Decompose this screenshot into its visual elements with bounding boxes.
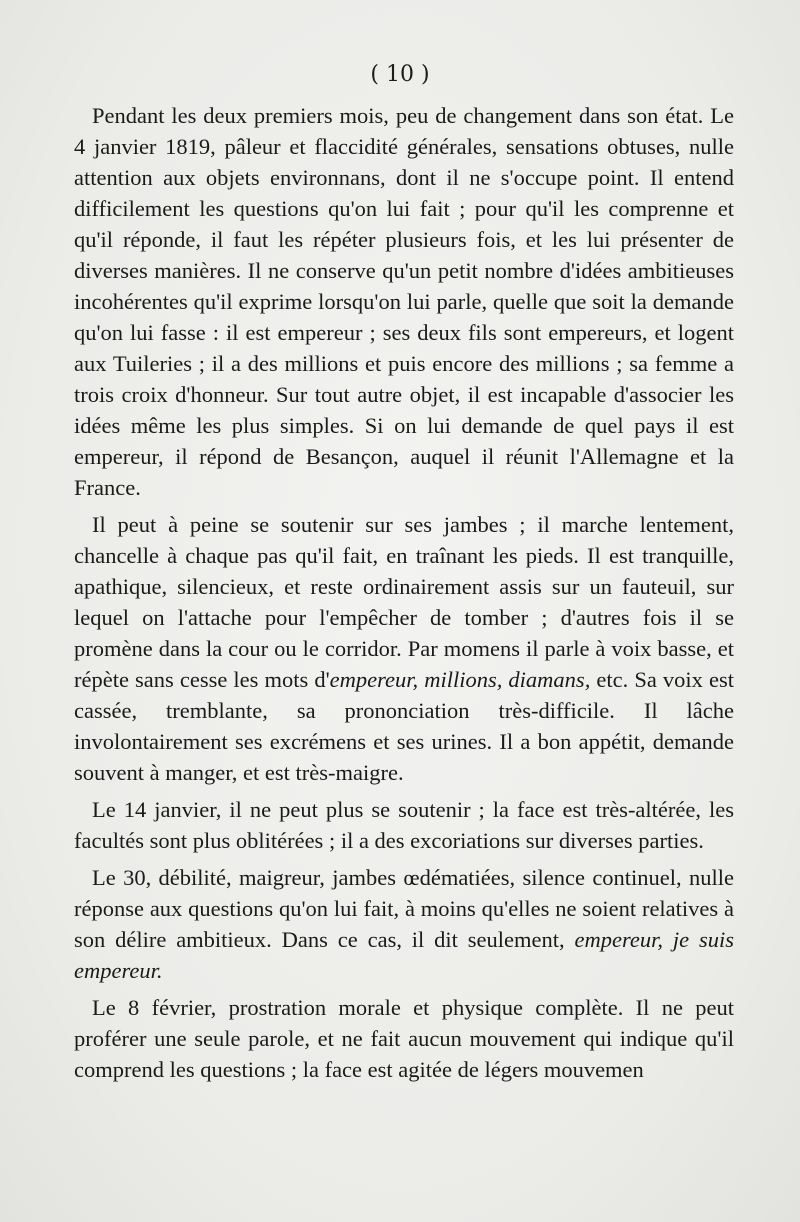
paragraph-5 <box>74 992 734 1085</box>
text-run: Le 30, débilité, maigreur, jambes œdématiées, silence continuel, nulle réponse aux questions qu'on lui fait, à moins qu'elles ne soient relatives à son délire ambitieux. Dans ce cas, il dit seulement, <box>74 865 734 952</box>
text-run: Il peut à peine se soutenir sur ses jambes ; il marche lentement, chancelle à chaque pas qu'il fait, en traînant les pieds. Il est tranquille, apathique, silencieux, et reste ordinairement assis sur un fauteuil, sur lequel on l'attache pour l'empêcher de tomber ; d'autres fois il se promène dans la cour ou le corridor. Par momens il parle à voix basse, et répète sans cesse les mots d' <box>74 512 734 692</box>
paragraph-3 <box>74 794 734 856</box>
italic-text: empereur, millions, diamans, <box>329 667 591 692</box>
body-text <box>74 100 734 1091</box>
text-run: etc. Sa voix est cassée, tremblante, sa prononciation très-difficile. Il lâche involontairement ses excrémens et ses urines. Il a bon appétit, demande souvent à manger, et est très-maigre. <box>74 667 734 785</box>
paragraph-1 <box>74 100 734 503</box>
text-run: Le 8 février, prostration morale et physique complète. Il ne peut proférer une seule parole, et ne fait aucun mouvement qui indique qu'il comprend les questions ; la face est agitée de légers mouvemen <box>74 995 734 1082</box>
paragraph-2 <box>74 509 734 788</box>
paragraph-4 <box>74 862 734 986</box>
page-number: ( 10 ) <box>370 62 430 87</box>
text-run: Pendant les deux premiers mois, peu de changement dans son état. Le 4 janvier 1819, pâleur et flaccidité générales, sensations obtuses, nulle attention aux objets environnans, dont il ne s'occupe point. Il entend difficilement les questions qu'on lui fait ; pour qu'il les comprenne et qu'il réponde, il faut les répéter plusieurs fois, et les lui présenter de diverses manières. Il ne conserve qu'un petit nombre d'idées ambitieuses incohérentes qu'il exprime lorsqu'on lui parle, quelle que soit la demande qu'on lui fasse : il est empereur ; ses deux fils sont empereurs, et logent aux Tuileries ; il a des millions et puis encore des millions ; sa femme a trois croix d'honneur. Sur tout autre objet, il est incapable d'associer les idées même les plus simples. Si on lui demande de quel pays il est empereur, il répond de Besançon, auquel il réunit l'Allemagne et la France. <box>74 103 734 500</box>
text-run: Le 14 janvier, il ne peut plus se soutenir ; la face est très-altérée, les facultés sont plus oblitérées ; il a des excoriations sur diverses parties. <box>74 797 734 853</box>
italic-text: empereur, je suis empereur. <box>74 927 734 983</box>
